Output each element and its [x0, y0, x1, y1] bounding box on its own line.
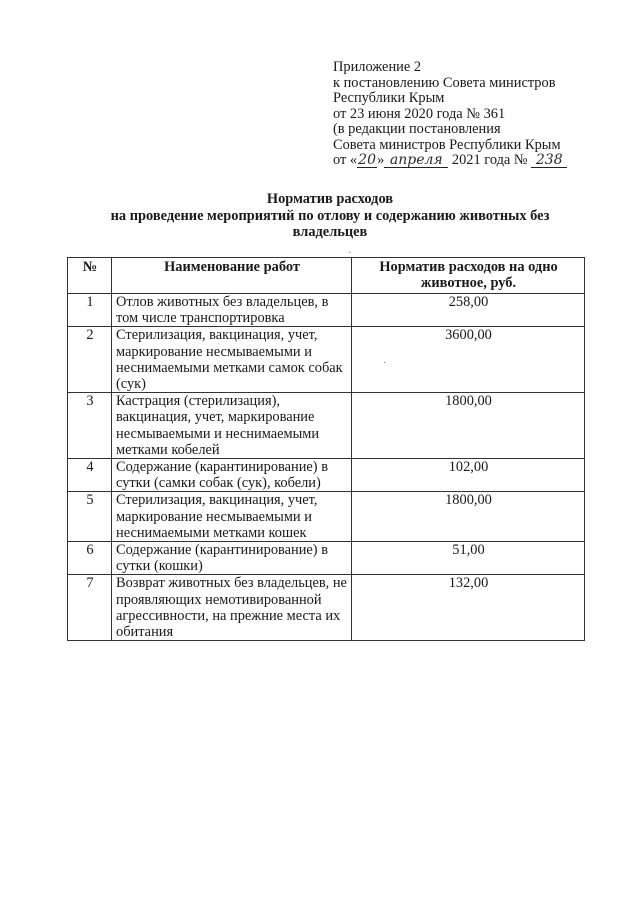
row-number: 3 [68, 393, 112, 459]
row-value: 102,00 [352, 459, 585, 492]
row-value: 51,00 [352, 542, 585, 575]
norms-table [67, 257, 585, 641]
row-work: Содержание (карантинирование) в сутки (кошки) [112, 542, 352, 575]
row-number: 1 [68, 294, 112, 327]
amendment-date-line [333, 153, 623, 169]
scan-speck: · [348, 248, 352, 259]
header-number: № [68, 258, 112, 294]
handwritten-day: 20 [358, 152, 376, 168]
title-line: на проведение мероприятий по отлову и содержанию животных без [110, 207, 550, 224]
row-value: 132,00 [352, 575, 585, 641]
row-number: 5 [68, 492, 112, 542]
row-number: 2 [68, 327, 112, 393]
table-row [68, 492, 585, 542]
appendix-line: к постановлению Совета министров [333, 74, 556, 91]
row-number: 4 [68, 459, 112, 492]
table-row [68, 393, 585, 459]
row-number: 6 [68, 542, 112, 575]
row-number: 7 [68, 575, 112, 641]
row-value: 1800,00 [352, 492, 585, 542]
header-cost-norm: Норматив расходов на одно животное, руб. [352, 258, 585, 294]
appendix-line: от 23 июня 2020 года № 361 [333, 105, 506, 122]
row-work: Стерилизация, вакцинация, учет, маркирование несмываемыми и неснимаемыми метками самок собак (сук) [112, 327, 352, 393]
row-value: 258,00 [352, 294, 585, 327]
document-title [60, 191, 600, 241]
date-year: 2021 года № [451, 152, 528, 168]
appendix-line: Республики Крым [333, 90, 445, 106]
row-work: Возврат животных без владельцев, не проявляющих немотивированной агрессивности, на прежние места их обитания [112, 575, 352, 641]
row-work: Кастрация (стерилизация), вакцинация, учет, маркирование несмываемыми и неснимаемыми метками кобелей [112, 393, 352, 459]
row-value: 1800,00 [352, 393, 585, 459]
table-header-row [68, 258, 585, 294]
title-line: Норматив расходов [266, 191, 394, 207]
title-line: владельцев [292, 224, 368, 240]
row-work: Содержание (карантинирование) в сутки (самки собак (сук), кобели) [112, 459, 352, 492]
appendix-line: (в редакции постановления [333, 121, 501, 137]
appendix-line: Совета министров Республики Крым [333, 136, 561, 153]
table-row [68, 294, 585, 327]
appendix-title: Приложение 2 [333, 59, 422, 75]
row-value: 3600,00 [352, 327, 585, 393]
handwritten-month: апреля [384, 153, 448, 168]
table-row [68, 575, 585, 641]
handwritten-number: 238 [531, 153, 567, 168]
date-prefix: от « [333, 152, 358, 168]
table-row [68, 327, 585, 393]
header-work-name: Наименование работ [112, 258, 352, 294]
row-work: Стерилизация, вакцинация, учет, маркирование несмываемыми и неснимаемыми метками кошек [112, 492, 352, 542]
table-row [68, 459, 585, 492]
appendix-header [333, 60, 623, 169]
row-work: Отлов животных без владельцев, в том числе транспортировка [112, 294, 352, 327]
date-quote: » [377, 152, 385, 168]
table-row [68, 542, 585, 575]
scan-speck: · [383, 358, 387, 369]
